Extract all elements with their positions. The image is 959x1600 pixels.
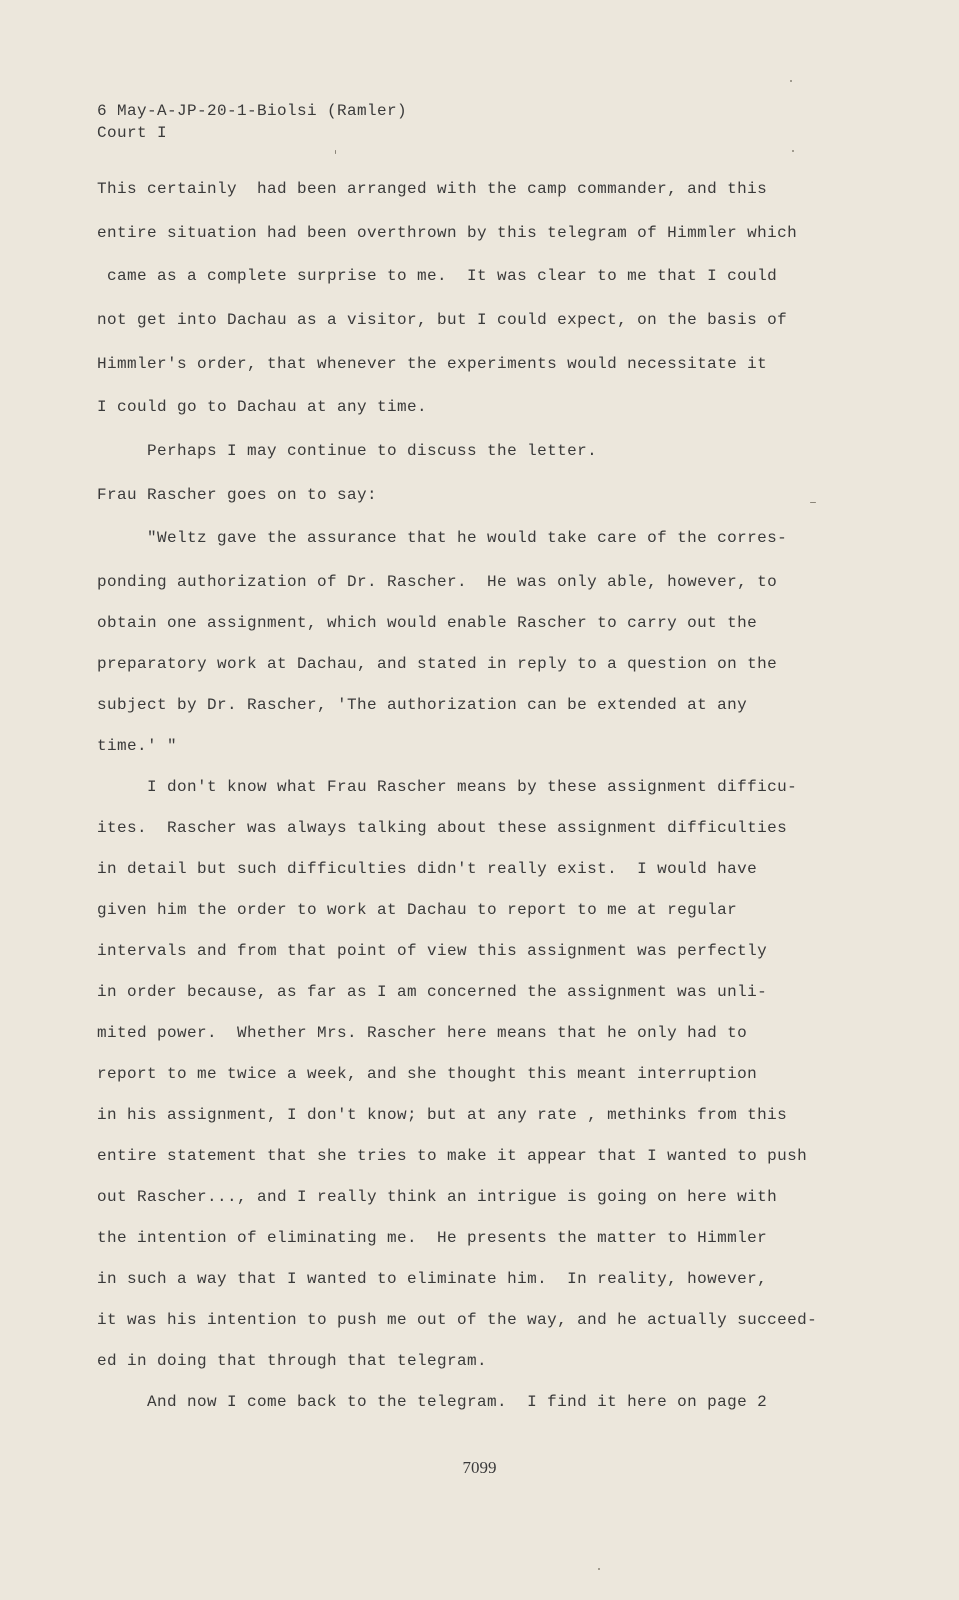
transcript-line: in detail but such difficulties didn't really exist. I would have	[97, 860, 758, 878]
transcript-line: I don't know what Frau Rascher means by these assignment difficu-	[97, 778, 798, 796]
transcript-line: out Rascher..., and I really think an intrigue is going on here with	[97, 1188, 778, 1206]
transcript-line: ites. Rascher was always talking about these assignment difficulties	[97, 819, 788, 837]
page-number: 7099	[462, 1458, 497, 1477]
transcript-line: in order because, as far as I am concerned the assignment was unli-	[97, 983, 768, 1001]
transcript-line: subject by Dr. Rascher, 'The authorization can be extended at any	[97, 696, 748, 714]
transcript-line: in his assignment, I don't know; but at any rate , methinks from this	[97, 1106, 788, 1124]
transcript-line: ponding authorization of Dr. Rascher. He was only able, however, to	[97, 573, 778, 591]
transcript-line: intervals and from that point of view this assignment was perfectly	[97, 942, 768, 960]
transcript-line: This certainly had been arranged with the camp commander, and this	[97, 180, 768, 198]
transcript-line: the intention of eliminating me. He presents the matter to Himmler	[97, 1229, 768, 1247]
transcript-line: "Weltz gave the assurance that he would take care of the corres-	[97, 529, 788, 547]
transcript-line: time.' "	[97, 737, 178, 755]
transcript-line: not get into Dachau as a visitor, but I could expect, on the basis of	[97, 311, 788, 329]
transcript-line: I could go to Dachau at any time.	[97, 398, 428, 416]
document-header	[97, 100, 407, 144]
transcript-line: Himmler's order, that whenever the experiments would necessitate it	[97, 355, 768, 373]
paper-speck	[335, 150, 336, 154]
transcript-line: entire situation had been overthrown by this telegram of Himmler which	[97, 224, 798, 242]
transcript-line: And now I come back to the telegram. I find it here on page 2	[97, 1393, 768, 1411]
transcript-line: report to me twice a week, and she thought this meant interruption	[97, 1065, 758, 1083]
transcript-line: Perhaps I may continue to discuss the letter.	[97, 442, 598, 460]
transcript-line: came as a complete surprise to me. It was clear to me that I could	[97, 267, 778, 285]
paper-speck	[810, 502, 816, 503]
transcript-line: mited power. Whether Mrs. Rascher here means that he only had to	[97, 1024, 748, 1042]
transcript-line: ed in doing that through that telegram.	[97, 1352, 488, 1370]
paper-speck	[792, 150, 794, 152]
paper-speck	[790, 80, 792, 82]
header-court: Court I	[97, 124, 168, 142]
transcript-line: Frau Rascher goes on to say:	[97, 486, 378, 504]
paper-speck	[598, 1568, 600, 1570]
header-case-reference: 6 May-A-JP-20-1-Biolsi (Ramler)	[97, 102, 408, 120]
transcript-line: it was his intention to push me out of the way, and he actually succeed-	[97, 1311, 818, 1329]
transcript-line: given him the order to work at Dachau to report to me at regular	[97, 901, 738, 919]
transcript-line: entire statement that she tries to make it appear that I wanted to push	[97, 1147, 808, 1165]
transcript-line: in such a way that I wanted to eliminate him. In reality, however,	[97, 1270, 768, 1288]
transcript-line: obtain one assignment, which would enable Rascher to carry out the	[97, 614, 758, 632]
transcript-line: preparatory work at Dachau, and stated in reply to a question on the	[97, 655, 778, 673]
